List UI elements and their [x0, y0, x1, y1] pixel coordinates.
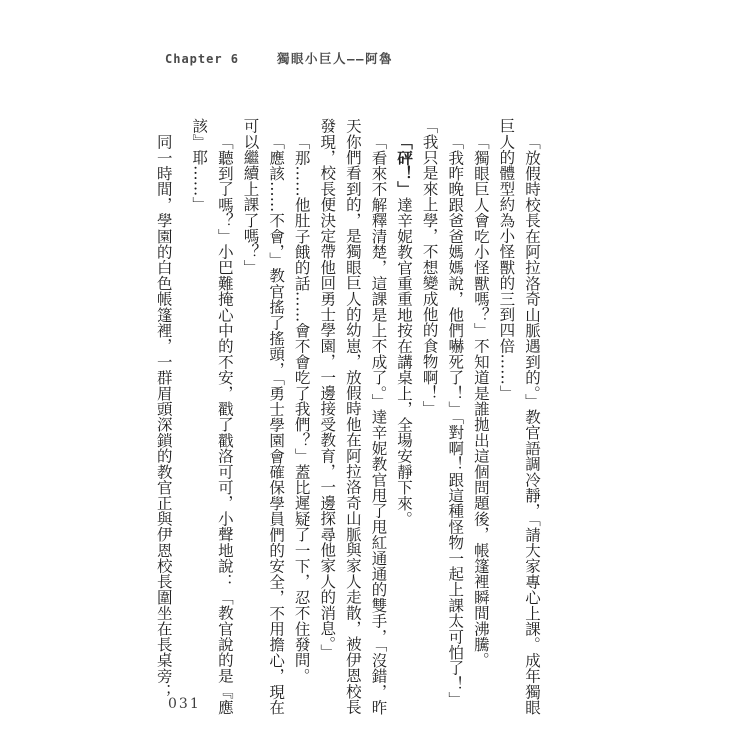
paragraph — [416, 118, 467, 718]
chapter-header — [165, 49, 393, 67]
paragraph-text: 同一時間，學園的白色帳篷裡，一群眉頭深鎖的教官正與伊恩校長圍坐在長桌旁； — [154, 133, 173, 699]
page-number: 031 — [168, 696, 201, 712]
paragraph — [237, 118, 288, 718]
paragraph-text: 「應該……不會，」教官搖了搖頭，「勇士學園會確保學員們的安全，不用擔心，現在可以繼續上課了嗎？」 — [241, 118, 286, 715]
paragraph-text: 「放假時校長在阿拉洛奇山脈遇到的。」教官語調冷靜，「請大家專心上課。成年獨眼巨人的體型約為小怪獸的三到四倍……」 — [497, 118, 541, 715]
paragraph — [390, 118, 416, 718]
paragraph — [186, 118, 237, 718]
chapter-title: 獨眼小巨人——阿魯 — [277, 51, 394, 66]
paragraph — [288, 118, 314, 718]
paragraph-text: 「看來不解釋清楚，這課是上不成了。」達辛妮教官甩了甩紅通通的雙手，「沒錯，昨天你們看到的，是獨眼巨人的幼崽，放假時他在阿拉洛奇山脈與家人走散，被伊恩校長發現，校長便決定帶他回勇士學園，一邊接受教育，一邊探尋他家人的消息。」 — [318, 118, 388, 715]
paragraph-text: 「那……他肚子餓的話……會不會吃了我們？」蓋比遲疑了一下，忍不住發問。 — [292, 133, 311, 683]
sound-effect-text: 「砰！」 — [395, 133, 414, 197]
paragraph — [493, 118, 544, 718]
paragraph-text: 「我昨晚跟爸爸媽媽說，他們嚇死了！」「對啊！跟這種怪物一起上課太可怕了！」「我只是來上學，不想變成他的食物啊！」 — [420, 118, 465, 707]
page-text — [152, 118, 544, 718]
paragraph — [314, 118, 391, 718]
paragraph-text: 達辛妮教官重重地按在講桌上，全場安靜下來。 — [395, 196, 414, 527]
paragraph — [150, 118, 176, 718]
paragraph — [467, 118, 493, 718]
chapter-label: Chapter 6 — [165, 52, 240, 66]
paragraph-text: 「獨眼巨人會吃小怪獸嗎？」不知道是誰拋出這個問題後，帳篷裡瞬間沸騰。 — [471, 133, 490, 668]
paragraph-text: 「聽到了嗎？」小巴難掩心中的不安，戳了戳洛可可，小聲地說：「教官說的是『應該』耶……」 — [190, 118, 234, 715]
